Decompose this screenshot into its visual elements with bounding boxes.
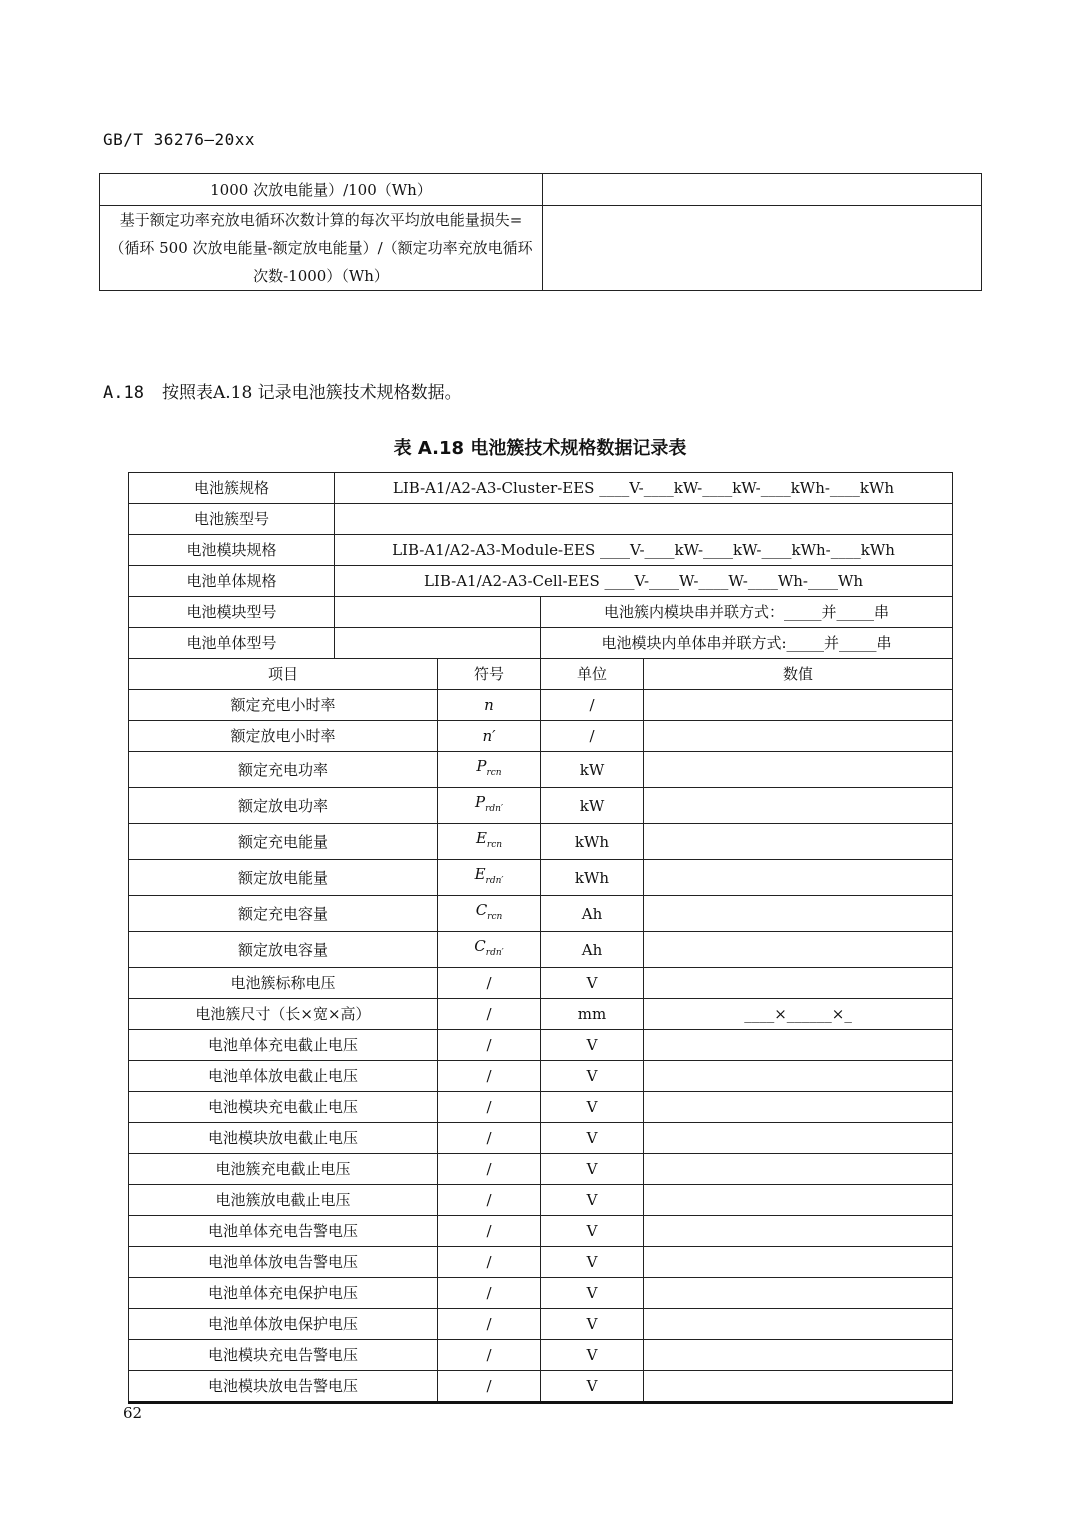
param-item: 额定充电小时率 bbox=[129, 690, 438, 721]
param-symbol bbox=[438, 1123, 541, 1154]
symbol-main: E bbox=[475, 829, 487, 847]
table-row bbox=[129, 824, 953, 860]
spec-value: LIB-A1/A2-A3-Module-EES ____V-____kW-____kW-____kWh-____kWh bbox=[335, 535, 953, 566]
param-symbol bbox=[438, 1309, 541, 1340]
param-item: 额定充电功率 bbox=[129, 752, 438, 788]
param-unit: / bbox=[541, 690, 644, 721]
param-value bbox=[644, 1154, 953, 1185]
symbol-main: / bbox=[486, 1284, 492, 1302]
param-value bbox=[644, 1278, 953, 1309]
symbol-subscript: rcn bbox=[487, 912, 503, 922]
spec-label: 电池簇型号 bbox=[129, 504, 335, 535]
column-header-symbol: 符号 bbox=[438, 659, 541, 690]
param-unit: Ah bbox=[541, 896, 644, 932]
param-symbol bbox=[438, 1030, 541, 1061]
param-value bbox=[644, 1371, 953, 1403]
symbol-main: E bbox=[474, 865, 486, 883]
param-unit: kWh bbox=[541, 824, 644, 860]
param-symbol bbox=[438, 1371, 541, 1403]
spec-value bbox=[335, 504, 953, 535]
param-symbol bbox=[438, 1092, 541, 1123]
symbol-main: / bbox=[486, 1377, 492, 1395]
symbol-main: / bbox=[486, 1005, 492, 1023]
param-item: 电池簇放电截止电压 bbox=[129, 1185, 438, 1216]
param-value bbox=[644, 1247, 953, 1278]
param-unit: V bbox=[541, 968, 644, 999]
param-symbol bbox=[438, 752, 541, 788]
table-row bbox=[129, 1309, 953, 1340]
table-row bbox=[129, 999, 953, 1030]
symbol-main: / bbox=[486, 1067, 492, 1085]
table-header-row bbox=[129, 659, 953, 690]
table-row bbox=[129, 690, 953, 721]
table-row bbox=[100, 206, 982, 291]
param-symbol bbox=[438, 860, 541, 896]
symbol-subscript: rdn′ bbox=[485, 876, 504, 886]
column-header-item: 项目 bbox=[129, 659, 438, 690]
table-row bbox=[129, 752, 953, 788]
param-item: 额定放电小时率 bbox=[129, 721, 438, 752]
param-unit: kW bbox=[541, 788, 644, 824]
table-row bbox=[129, 860, 953, 896]
table-row bbox=[129, 628, 953, 659]
param-item: 电池单体放电保护电压 bbox=[129, 1309, 438, 1340]
symbol-main: / bbox=[486, 1315, 492, 1333]
symbol-main: / bbox=[486, 1098, 492, 1116]
param-value bbox=[644, 752, 953, 788]
table-row bbox=[129, 1278, 953, 1309]
cell-label: 基于额定功率充放电循环次数计算的每次平均放电能量损失=（循环 500 次放电能量-额定放电能量）/（额定功率充放电循环次数-1000）（Wh） bbox=[100, 206, 543, 291]
table-row bbox=[129, 1247, 953, 1278]
section-number: A.18 bbox=[103, 383, 144, 403]
continued-table bbox=[99, 173, 982, 291]
table-row bbox=[129, 721, 953, 752]
param-unit: kW bbox=[541, 752, 644, 788]
table-row bbox=[129, 535, 953, 566]
param-unit: V bbox=[541, 1061, 644, 1092]
param-item: 额定放电能量 bbox=[129, 860, 438, 896]
column-header-value: 数值 bbox=[644, 659, 953, 690]
param-unit: V bbox=[541, 1216, 644, 1247]
param-item: 额定充电容量 bbox=[129, 896, 438, 932]
param-unit: V bbox=[541, 1278, 644, 1309]
param-value bbox=[644, 824, 953, 860]
param-symbol bbox=[438, 968, 541, 999]
param-item: 电池模块放电告警电压 bbox=[129, 1371, 438, 1403]
spec-label: 电池簇规格 bbox=[129, 473, 335, 504]
symbol-main: C bbox=[474, 937, 486, 955]
table-row bbox=[129, 932, 953, 968]
param-item: 电池模块放电截止电压 bbox=[129, 1123, 438, 1154]
param-symbol bbox=[438, 721, 541, 752]
param-symbol bbox=[438, 788, 541, 824]
param-symbol bbox=[438, 824, 541, 860]
spec-connection: 电池簇内模块串并联方式：_____并_____串 bbox=[541, 597, 953, 628]
column-header-unit: 单位 bbox=[541, 659, 644, 690]
symbol-main: / bbox=[486, 974, 492, 992]
symbol-subscript: rcn bbox=[486, 840, 503, 850]
param-value bbox=[644, 1061, 953, 1092]
param-item: 额定放电容量 bbox=[129, 932, 438, 968]
param-symbol bbox=[438, 932, 541, 968]
param-unit: V bbox=[541, 1371, 644, 1403]
table-title: 表 A.18 电池簇技术规格数据记录表 bbox=[393, 438, 687, 459]
cell-label: 1000 次放电能量）/100（Wh） bbox=[100, 174, 543, 206]
table-row bbox=[129, 1371, 953, 1403]
symbol-main: / bbox=[486, 1222, 492, 1240]
param-item: 电池簇尺寸（长×宽×高） bbox=[129, 999, 438, 1030]
cell-value bbox=[543, 174, 982, 206]
param-unit: V bbox=[541, 1030, 644, 1061]
table-row bbox=[129, 1123, 953, 1154]
spec-value bbox=[335, 628, 541, 659]
table-row bbox=[100, 174, 982, 206]
table-row bbox=[129, 896, 953, 932]
symbol-main: P bbox=[475, 793, 486, 811]
param-symbol bbox=[438, 1185, 541, 1216]
param-value bbox=[644, 1216, 953, 1247]
param-item: 电池簇标称电压 bbox=[129, 968, 438, 999]
spec-label: 电池模块规格 bbox=[129, 535, 335, 566]
param-item: 电池单体放电截止电压 bbox=[129, 1061, 438, 1092]
table-row bbox=[129, 968, 953, 999]
param-value bbox=[644, 1123, 953, 1154]
spec-value bbox=[335, 597, 541, 628]
param-unit: / bbox=[541, 721, 644, 752]
param-item: 额定放电功率 bbox=[129, 788, 438, 824]
param-symbol bbox=[438, 1216, 541, 1247]
spec-value: LIB-A1/A2-A3-Cell-EES ____V-____W-____W-____Wh-____Wh bbox=[335, 566, 953, 597]
spec-value: LIB-A1/A2-A3-Cluster-EES ____V-____kW-____kW-____kWh-____kWh bbox=[335, 473, 953, 504]
table-row bbox=[129, 1061, 953, 1092]
param-symbol bbox=[438, 896, 541, 932]
param-value bbox=[644, 1030, 953, 1061]
table-row bbox=[129, 504, 953, 535]
param-value bbox=[644, 896, 953, 932]
symbol-main: / bbox=[486, 1191, 492, 1209]
param-unit: mm bbox=[541, 999, 644, 1030]
symbol-main: n′ bbox=[482, 727, 496, 745]
param-symbol bbox=[438, 1154, 541, 1185]
spec-label: 电池模块型号 bbox=[129, 597, 335, 628]
spec-label: 电池单体规格 bbox=[129, 566, 335, 597]
param-value bbox=[644, 1309, 953, 1340]
param-item: 电池模块充电截止电压 bbox=[129, 1092, 438, 1123]
param-unit: V bbox=[541, 1185, 644, 1216]
symbol-main: / bbox=[486, 1036, 492, 1054]
param-value bbox=[644, 690, 953, 721]
table-row bbox=[129, 597, 953, 628]
param-item: 电池簇充电截止电压 bbox=[129, 1154, 438, 1185]
symbol-main: P bbox=[476, 757, 487, 775]
param-item: 电池单体充电截止电压 bbox=[129, 1030, 438, 1061]
symbol-subscript: rdn′ bbox=[485, 948, 504, 958]
table-row bbox=[129, 1216, 953, 1247]
table-row bbox=[129, 1185, 953, 1216]
param-value bbox=[644, 860, 953, 896]
table-row bbox=[129, 1092, 953, 1123]
param-value bbox=[644, 1340, 953, 1371]
spec-label: 电池单体型号 bbox=[129, 628, 335, 659]
param-symbol bbox=[438, 690, 541, 721]
param-symbol bbox=[438, 1278, 541, 1309]
spec-table bbox=[128, 472, 953, 1404]
param-symbol bbox=[438, 999, 541, 1030]
symbol-subscript: rdn′ bbox=[485, 804, 503, 814]
symbol-main: / bbox=[486, 1160, 492, 1178]
param-value bbox=[644, 1185, 953, 1216]
symbol-main: / bbox=[486, 1346, 492, 1364]
param-symbol bbox=[438, 1061, 541, 1092]
page-number: 62 bbox=[123, 1404, 143, 1422]
param-item: 电池单体放电告警电压 bbox=[129, 1247, 438, 1278]
param-value bbox=[644, 1092, 953, 1123]
param-unit: V bbox=[541, 1309, 644, 1340]
param-value: ____×______×_ bbox=[644, 999, 953, 1030]
table-row bbox=[129, 566, 953, 597]
symbol-main: n bbox=[484, 696, 494, 714]
document-code: GB/T 36276—20xx bbox=[103, 130, 255, 149]
symbol-subscript: rcn bbox=[486, 768, 502, 778]
table-row bbox=[129, 1154, 953, 1185]
section-text: 按照表A.18 记录电池簇技术规格数据。 bbox=[161, 383, 462, 403]
param-unit: V bbox=[541, 1123, 644, 1154]
param-value bbox=[644, 721, 953, 752]
param-unit: kWh bbox=[541, 860, 644, 896]
table-row bbox=[129, 1030, 953, 1061]
param-unit: V bbox=[541, 1154, 644, 1185]
param-unit: V bbox=[541, 1092, 644, 1123]
param-value bbox=[644, 968, 953, 999]
table-row bbox=[129, 1340, 953, 1371]
symbol-main: / bbox=[486, 1253, 492, 1271]
symbol-main: C bbox=[475, 901, 488, 919]
param-symbol bbox=[438, 1340, 541, 1371]
table-row bbox=[129, 788, 953, 824]
cell-value bbox=[543, 206, 982, 291]
table-row bbox=[129, 473, 953, 504]
param-item: 电池模块充电告警电压 bbox=[129, 1340, 438, 1371]
spec-connection: 电池模块内单体串并联方式:_____并_____串 bbox=[541, 628, 953, 659]
param-unit: Ah bbox=[541, 932, 644, 968]
symbol-main: / bbox=[486, 1129, 492, 1147]
param-value bbox=[644, 788, 953, 824]
param-item: 电池单体充电保护电压 bbox=[129, 1278, 438, 1309]
param-unit: V bbox=[541, 1247, 644, 1278]
section-heading bbox=[103, 378, 462, 403]
param-item: 额定充电能量 bbox=[129, 824, 438, 860]
param-unit: V bbox=[541, 1340, 644, 1371]
param-symbol bbox=[438, 1247, 541, 1278]
param-value bbox=[644, 932, 953, 968]
param-item: 电池单体充电告警电压 bbox=[129, 1216, 438, 1247]
